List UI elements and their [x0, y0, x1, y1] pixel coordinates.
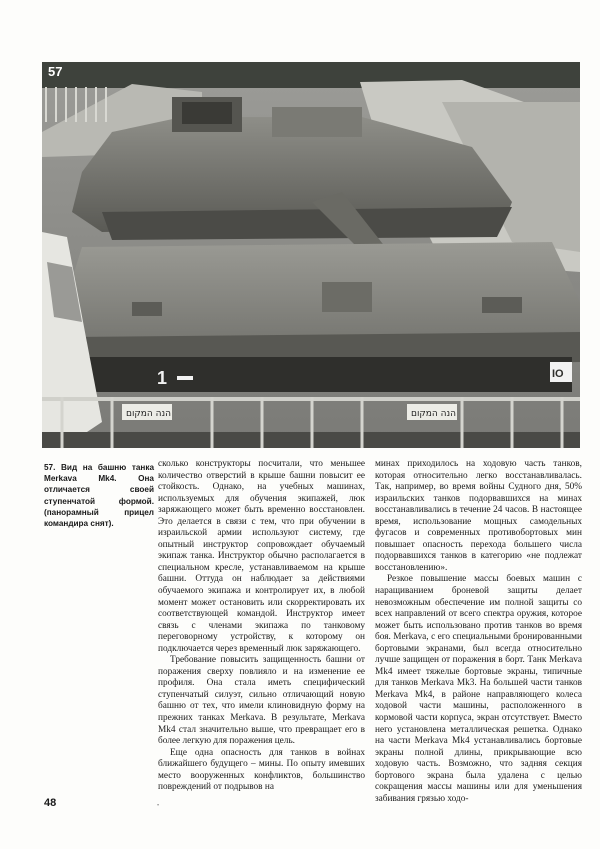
hull-symbol-marking: IO: [552, 368, 564, 380]
fence-sign-left: הנה המקום: [126, 409, 172, 419]
paragraph: Требование повысить защищенность башни от поражения сверху повлияло и на изменение ее профиля. Она стала иметь специфический ступенчатый силуэт, сильно отличающий новую башню от тех, что имели клиновидную форму на прежних танках Merkava. В результате, Merkava Mk4 стал значительно выше, что превращает его в более легкую для поражения цель.: [158, 655, 365, 747]
figure-caption: 57. Вид на башню танка Merkava Mk4. Она отличается своей ступенчатой формой. (панорамный прицел командира снят).: [44, 463, 154, 529]
hull-number-marking: 1: [157, 368, 168, 388]
tank-photo: [42, 62, 580, 448]
decorative-dot: •: [157, 803, 160, 809]
text-column-middle: [158, 459, 365, 794]
paragraph: сколько конструкторы посчитали, что меньшее количество отверстий в крыше башни повысит ее стойкость. Однако, на учебных машинах, используемых для обучения экипажей, люк заряжающего может быть временно восстановлен. Это делается в связи с тем, что при обучении в израильской армии используют систему, где опытный инструктор сопровождает обучаемый экипаж танка. Инструктор обычно располагается в специальном кресле, устанавливаемом на крыше башни. Оттуда он наблюдает за действиями обучаемого экипажа и контролирует их, в любой момент может остановить или скорректировать их соответствующей командой. Инструктор имеет связь с членами экипажа по танковому переговорному устройству, к которому он подключается через временный люк заряжающего.: [158, 459, 365, 654]
paragraph: Резкое повышение массы боевых машин с наращиванием броневой защиты делает невозможным обеспечение им полной защиты со всех направлений от всего спектра оружия, которое может быть использовано против танков во время боя. Merkava, с его специальными бронированными бортовыми экранами, был всегда относительно лучше защищен от поражения в борт. Танк Merkava Mk4 имеет тяжелые бортовые экраны, типичные для танков Merkava Mk3. На большей части танков Merkava Mk4, в районе направляющего колеса ходовой части машины, расположенного в кормовой части корпуса, экран отсутствует. Вместо него установлена металлическая решетка. Однако на части Merkava Mk4 устанавливались бортовые экраны полной длины, прикрывающие всю ходовую часть. Возможно, что задняя секция бортового экрана была удалена с целью сокращения массы машины или для уменьшения забивания грязью ходо-: [375, 574, 582, 804]
merkava-mk4-image: [42, 62, 580, 448]
fence-sign-right: הנה המקום: [411, 409, 457, 419]
figure-number: 57: [48, 64, 63, 79]
page-number: 48: [44, 797, 57, 809]
paragraph: Еще одна опасность для танков в войнах ближайшего будущего – мины. По опыту имевших место вооруженных конфликтов, большинство повреждений от подрывов на: [158, 747, 365, 793]
paragraph: минах приходилось на ходовую часть танков, которая относительно легко восстанавливалась. Так, например, во время войны Судного дня, 50% израильских танков подорвавшихся на минах восстанавливались в течение 24 часов. В настоящее время, использование мощных самодельных фугасов и современных противобортовых мин повышает опасность перехода большего числа подорвавшихся танков в категорию «не подлежат восстановлению».: [375, 459, 582, 573]
text-column-right: [375, 459, 582, 805]
